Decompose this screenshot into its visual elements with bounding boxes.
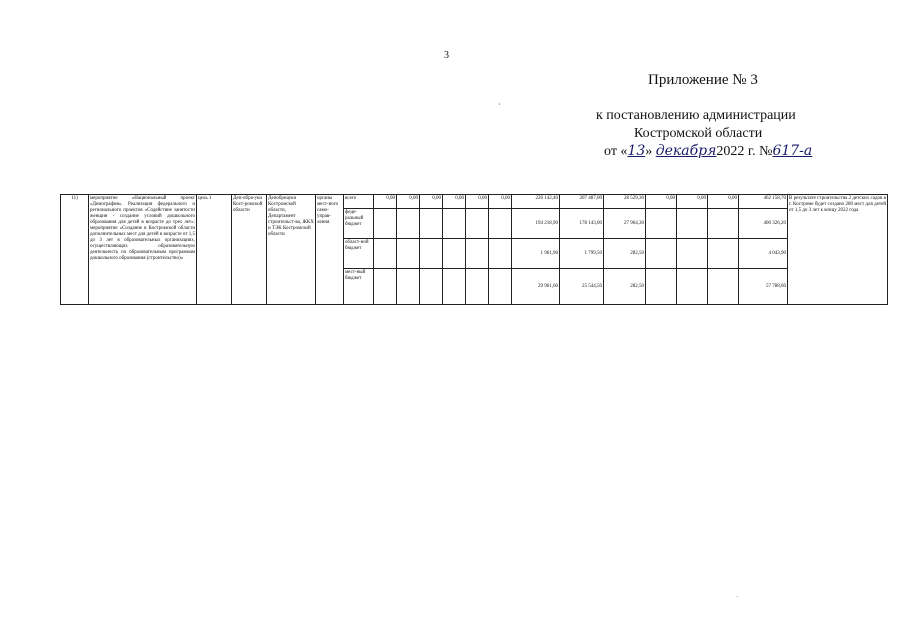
date-line [604, 143, 812, 160]
date-day: 13 [627, 143, 646, 159]
table-row [61, 195, 888, 209]
page-number: 3 [444, 50, 449, 61]
value-cell [708, 239, 739, 269]
total-cell: 57 788,60 [739, 269, 788, 305]
source-label: всего [344, 195, 374, 209]
value-cell [677, 269, 708, 305]
value-cell: 226 142,40 [512, 195, 560, 209]
resolution-line: к постановлению администрации [596, 108, 796, 123]
value-cell [374, 239, 397, 269]
stray-mark: · [498, 100, 501, 109]
date-prefix: от « [604, 144, 628, 159]
program-table [60, 194, 888, 305]
event-description: мероприятие «Национальный проект «Демография». Реализация федерального и регионального проектов «Содействие занятости женщин - создание условий дошкольного образования для детей в возрасте до трех лет»: мероприятие «Создание в Костромской области дополнительных мест для детей в возрасте от 1,5 до 3 лет в образовательных организациях, осуществляющих образовательную деятельность по образовательным программам дошкольного образования (строительство)» [89, 195, 197, 305]
value-cell: 282,50 [604, 269, 646, 305]
value-cell: 0,00 [466, 195, 489, 209]
value-cell: 28 529,30 [604, 195, 646, 209]
value-cell: 194 218,90 [512, 209, 560, 239]
stray-mark: . [736, 590, 738, 599]
region-line: Костромской области [634, 126, 763, 141]
value-cell [443, 209, 466, 239]
value-cell [397, 209, 420, 239]
executor-cell: Деп-обра-уки Кост-ромской области [232, 195, 267, 305]
value-cell: 282,50 [604, 239, 646, 269]
value-cell [466, 209, 489, 239]
value-cell [374, 209, 397, 239]
value-cell [677, 209, 708, 239]
value-cell [420, 239, 443, 269]
value-cell [397, 269, 420, 305]
source-label: мест-ный бюджет [344, 269, 374, 305]
value-cell [646, 239, 677, 269]
value-cell: 0,00 [489, 195, 512, 209]
value-cell [466, 239, 489, 269]
date-year: 2022 г. № [716, 144, 773, 159]
date-month: декабря [655, 143, 717, 159]
value-cell [420, 209, 443, 239]
value-cell: 0,00 [443, 195, 466, 209]
total-cell: 400 326,20 [739, 209, 788, 239]
value-cell: 1 799,50 [560, 239, 604, 269]
doc-number: 617-а [772, 143, 813, 159]
value-cell: 1 961,90 [512, 239, 560, 269]
row-number: 11) [61, 195, 89, 305]
outcome-cell: В результате строительства 2 детских садов в г. Костроме будет создано 280 мест для детей от 1,5 до 3 лет к концу 2022 года [788, 195, 888, 305]
total-cell: 462 158,70 [739, 195, 788, 209]
value-cell [489, 239, 512, 269]
value-cell: 207 487,00 [560, 195, 604, 209]
value-cell: 25 544,50 [560, 269, 604, 305]
value-cell [466, 269, 489, 305]
value-cell: 0,00 [397, 195, 420, 209]
value-cell [646, 269, 677, 305]
appendix-title: Приложение № 3 [648, 72, 758, 88]
value-cell [489, 209, 512, 239]
value-cell: 0,00 [677, 195, 708, 209]
value-cell: 0,00 [708, 195, 739, 209]
value-cell [374, 269, 397, 305]
value-cell [677, 239, 708, 269]
value-cell [420, 269, 443, 305]
value-cell [646, 209, 677, 239]
value-cell: 29 961,60 [512, 269, 560, 305]
value-cell: 0,00 [646, 195, 677, 209]
value-cell [397, 239, 420, 269]
value-cell [489, 269, 512, 305]
value-cell [708, 269, 739, 305]
value-cell: 178 143,00 [560, 209, 604, 239]
value-cell: 0,00 [374, 195, 397, 209]
participants-cell: органы мест-ного само-управ-ления [316, 195, 344, 305]
value-cell: 0,00 [420, 195, 443, 209]
value-cell: 27 964,30 [604, 209, 646, 239]
goal-cell: цель 1 [197, 195, 232, 305]
responsible-cell: Депобрнауки Костромской области, Департамент строительст-ва, ЖКХ и ТЭК Костромской области [267, 195, 316, 305]
value-cell [443, 269, 466, 305]
source-label: феде-ральный бюджет [344, 209, 374, 239]
date-mid: » [645, 144, 653, 159]
total-cell: 4 043,90 [739, 239, 788, 269]
value-cell [443, 239, 466, 269]
source-label: област-ной бюджет [344, 239, 374, 269]
value-cell [708, 209, 739, 239]
